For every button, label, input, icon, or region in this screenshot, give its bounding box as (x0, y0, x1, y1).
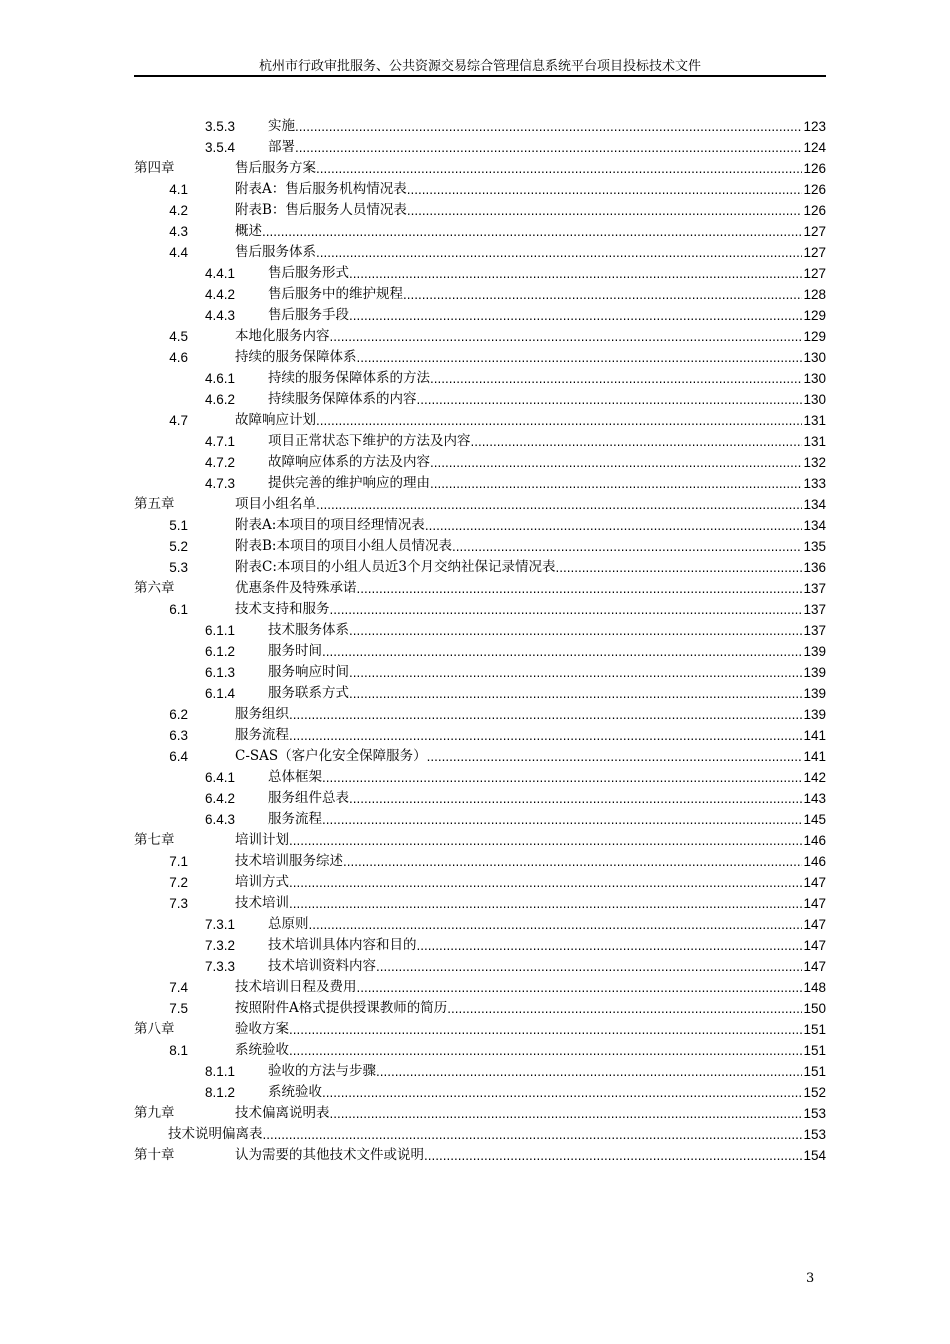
dot-leader (316, 242, 802, 263)
toc-entry[interactable] (134, 746, 826, 767)
dot-leader (289, 893, 802, 914)
toc-entry-number: 第九章 (134, 1105, 175, 1121)
toc-entry-page: 152 (803, 1085, 826, 1100)
toc-entry-title: 技术支持和服务 (235, 601, 330, 617)
toc-entry-title: 系统验收 (268, 1084, 322, 1100)
dot-leader (452, 536, 803, 557)
toc-entry[interactable] (134, 347, 826, 368)
toc-entry[interactable] (134, 158, 826, 179)
toc-entry-title: 验收方案 (235, 1021, 289, 1037)
toc-entry[interactable] (134, 1061, 826, 1082)
toc-entry-page: 141 (803, 749, 826, 764)
toc-entry[interactable] (134, 389, 826, 410)
toc-entry-page: 134 (803, 518, 826, 533)
toc-entry[interactable] (134, 137, 826, 158)
toc-entry[interactable] (134, 956, 826, 977)
toc-entry[interactable] (134, 1040, 826, 1061)
toc-entry-title: 附表C:本项目的小组人员近3个月交纳社保记录情况表 (235, 559, 556, 575)
dot-leader (289, 830, 802, 851)
dot-leader (447, 998, 802, 1019)
toc-entry-page: 129 (803, 329, 826, 344)
toc-entry[interactable] (134, 1082, 826, 1103)
dot-leader (330, 1103, 803, 1124)
toc-entry-page: 134 (803, 497, 826, 512)
toc-entry-title: 售后服务手段 (268, 307, 349, 323)
toc-entry-title: 认为需要的其他技术文件或说明 (235, 1147, 424, 1163)
table-of-contents (134, 116, 826, 1166)
toc-entry[interactable] (134, 494, 826, 515)
toc-entry-title: 实施 (268, 118, 295, 134)
toc-entry-page: 124 (803, 140, 826, 155)
toc-entry[interactable] (134, 473, 826, 494)
toc-entry-title: 技术培训日程及费用 (235, 979, 357, 995)
toc-entry-page: 147 (803, 896, 826, 911)
toc-entry[interactable] (134, 935, 826, 956)
toc-entry[interactable] (134, 788, 826, 809)
toc-entry-page: 131 (803, 413, 826, 428)
toc-entry-page: 139 (803, 665, 826, 680)
toc-entry-number: 第八章 (134, 1021, 175, 1037)
toc-entry[interactable] (134, 1103, 826, 1124)
dot-leader (330, 599, 803, 620)
toc-entry-title: 服务流程 (235, 727, 289, 743)
toc-entry-title: 技术偏离说明表 (235, 1105, 330, 1121)
toc-entry-page: 151 (803, 1043, 826, 1058)
toc-entry-title: 优惠条件及特殊承诺 (235, 580, 357, 596)
toc-entry-page: 136 (803, 560, 826, 575)
dot-leader (289, 1040, 802, 1061)
dot-leader (376, 1061, 802, 1082)
toc-entry-page: 131 (803, 434, 826, 449)
toc-entry-title: 技术服务体系 (268, 622, 349, 638)
dot-leader (330, 326, 803, 347)
toc-entry-page: 127 (803, 266, 826, 281)
toc-entry-number: 6.1.2 (204, 644, 235, 659)
toc-entry-number: 第五章 (134, 496, 175, 512)
toc-entry-title: 售后服务形式 (268, 265, 349, 281)
page-number: 3 (806, 1271, 815, 1286)
dot-leader (417, 935, 803, 956)
toc-entry-title: 附表A:本项目的项目经理情况表 (235, 517, 425, 533)
toc-entry-page: 143 (803, 791, 826, 806)
dot-leader (309, 914, 803, 935)
dot-leader (430, 368, 802, 389)
toc-entry-page: 137 (803, 602, 826, 617)
toc-entry-page: 142 (803, 770, 826, 785)
toc-entry[interactable] (134, 641, 826, 662)
toc-entry-number: 3.5.3 (204, 119, 235, 134)
toc-entry-number: 8.1.2 (204, 1085, 235, 1100)
dot-leader (289, 872, 802, 893)
toc-entry[interactable] (134, 179, 826, 200)
toc-entry-page: 147 (803, 875, 826, 890)
toc-entry-title: 项目小组名单 (235, 496, 316, 512)
dot-leader (430, 473, 802, 494)
toc-entry[interactable] (134, 305, 826, 326)
toc-entry-page: 153 (803, 1127, 826, 1142)
toc-entry-title: 故障响应计划 (235, 412, 316, 428)
dot-leader (316, 494, 802, 515)
toc-entry-page: 135 (803, 539, 826, 554)
dot-leader (289, 1019, 802, 1040)
toc-entry[interactable] (134, 452, 826, 473)
toc-entry-number: 7.1 (169, 854, 188, 869)
toc-entry-number: 7.3 (169, 896, 188, 911)
toc-entry-number: 6.4.2 (204, 791, 235, 806)
toc-entry[interactable] (134, 830, 826, 851)
toc-entry-number: 4.7.3 (204, 476, 235, 491)
dot-leader (555, 557, 802, 578)
toc-entry[interactable] (134, 662, 826, 683)
toc-entry[interactable] (134, 851, 826, 872)
toc-entry-number: 8.1 (169, 1043, 188, 1058)
toc-entry-title: 附表A：售后服务机构情况表 (235, 181, 407, 197)
toc-entry[interactable] (134, 431, 826, 452)
toc-entry-number: 7.2 (169, 875, 188, 890)
dot-leader (403, 284, 802, 305)
toc-entry-title: 技术培训服务综述 (235, 853, 343, 869)
toc-entry-page: 153 (803, 1106, 826, 1121)
toc-entry-page: 130 (803, 371, 826, 386)
toc-entry-number: 5.1 (169, 518, 188, 533)
dot-leader (349, 662, 802, 683)
toc-entry-number: 4.4.2 (204, 287, 235, 302)
toc-entry-title: 附表B:本项目的项目小组人员情况表 (235, 538, 452, 554)
toc-entry-title: 部署 (268, 139, 295, 155)
dot-leader (407, 200, 803, 221)
dot-leader (425, 515, 803, 536)
toc-entry[interactable] (134, 410, 826, 431)
toc-entry-page: 137 (803, 581, 826, 596)
dot-leader (343, 851, 802, 872)
toc-entry-page: 139 (803, 707, 826, 722)
running-header: 杭州市行政审批服务、公共资源交易综合管理信息系统平台项目投标技术文件 (258, 59, 701, 74)
toc-entry-number: 第七章 (134, 832, 175, 848)
toc-entry[interactable] (134, 263, 826, 284)
dot-leader (263, 1124, 803, 1145)
toc-entry-number: 4.4.3 (204, 308, 235, 323)
toc-entry-title: 系统验收 (235, 1042, 289, 1058)
toc-entry-title: 持续服务保障体系的内容 (268, 391, 417, 407)
toc-entry-number: 6.1.4 (204, 686, 235, 701)
toc-entry-number: 第四章 (134, 160, 175, 176)
toc-entry-title: 技术说明偏离表 (168, 1126, 263, 1142)
toc-entry-page: 127 (803, 245, 826, 260)
dot-leader (417, 389, 803, 410)
toc-entry-title: 技术培训资料内容 (268, 958, 376, 974)
toc-entry-number: 6.4 (169, 749, 188, 764)
toc-entry-number: 5.2 (169, 539, 188, 554)
toc-entry-title: 本地化服务内容 (235, 328, 330, 344)
toc-entry-number: 6.3 (169, 728, 188, 743)
dot-leader (322, 641, 802, 662)
toc-entry-number: 8.1.1 (204, 1064, 235, 1079)
dot-leader (424, 1145, 802, 1166)
toc-entry-number: 4.7.2 (204, 455, 235, 470)
dot-leader (357, 347, 803, 368)
toc-entry-number: 5.3 (169, 560, 188, 575)
toc-entry-page: 147 (803, 917, 826, 932)
toc-entry-number: 4.3 (169, 224, 188, 239)
toc-entry[interactable] (134, 578, 826, 599)
toc-entry[interactable] (134, 704, 826, 725)
toc-entry-page: 154 (803, 1148, 826, 1163)
toc-entry-page: 126 (803, 161, 826, 176)
toc-entry[interactable] (134, 599, 826, 620)
toc-entry-number: 第十章 (134, 1147, 175, 1163)
toc-entry-number: 7.3.3 (204, 959, 235, 974)
dot-leader (349, 788, 802, 809)
toc-entry-title: 培训计划 (235, 832, 289, 848)
toc-entry-page: 151 (803, 1064, 826, 1079)
dot-leader (316, 410, 802, 431)
toc-entry-title: 技术培训具体内容和目的 (268, 937, 417, 953)
toc-entry-page: 141 (803, 728, 826, 743)
toc-entry[interactable] (134, 1124, 826, 1145)
toc-entry-page: 130 (803, 392, 826, 407)
toc-entry[interactable] (134, 809, 826, 830)
toc-entry[interactable] (134, 977, 826, 998)
toc-entry[interactable] (134, 200, 826, 221)
toc-entry-title: 服务时间 (268, 643, 322, 659)
toc-entry-number: 6.2 (169, 707, 188, 722)
toc-entry[interactable] (134, 326, 826, 347)
toc-entry-page: 145 (803, 812, 826, 827)
toc-entry-page: 151 (803, 1022, 826, 1037)
dot-leader (349, 620, 802, 641)
toc-entry-title: 持续的服务保障体系的方法 (268, 370, 430, 386)
toc-entry-title: 项目正常状态下维护的方法及内容 (268, 433, 471, 449)
toc-entry-title: 按照附件A格式提供授课教师的简历 (235, 1000, 448, 1016)
dot-leader (316, 158, 802, 179)
dot-leader (407, 179, 803, 200)
toc-entry-title: 服务流程 (268, 811, 322, 827)
toc-entry-title: 概述 (235, 223, 262, 239)
toc-entry-title: 持续的服务保障体系 (235, 349, 357, 365)
toc-entry[interactable] (134, 368, 826, 389)
toc-entry[interactable] (134, 221, 826, 242)
header-rule (134, 75, 826, 77)
toc-entry-title: 服务组件总表 (268, 790, 349, 806)
toc-entry-page: 126 (803, 182, 826, 197)
toc-entry-number: 第六章 (134, 580, 175, 596)
toc-entry-title: 售后服务中的维护规程 (268, 286, 403, 302)
toc-entry-page: 148 (803, 980, 826, 995)
toc-entry-number: 7.3.1 (204, 917, 235, 932)
dot-leader (322, 767, 802, 788)
toc-entry-title: 附表B：售后服务人员情况表 (235, 202, 407, 218)
toc-entry-title: 售后服务方案 (235, 160, 316, 176)
dot-leader (376, 956, 802, 977)
toc-entry-number: 6.1 (169, 602, 188, 617)
toc-entry-title: 总原则 (268, 916, 309, 932)
toc-entry-page: 139 (803, 644, 826, 659)
toc-entry-title: 提供完善的维护响应的理由 (268, 475, 430, 491)
toc-entry[interactable] (134, 998, 826, 1019)
dot-leader (322, 809, 802, 830)
dot-leader (427, 746, 803, 767)
toc-entry-title: 技术培训 (235, 895, 289, 911)
toc-entry-number: 3.5.4 (204, 140, 235, 155)
dot-leader (471, 431, 803, 452)
dot-leader (349, 263, 802, 284)
toc-entry-title: 故障响应体系的方法及内容 (268, 454, 430, 470)
toc-entry-title: 服务联系方式 (268, 685, 349, 701)
toc-entry[interactable] (134, 725, 826, 746)
toc-entry[interactable] (134, 1145, 826, 1166)
toc-entry[interactable] (134, 620, 826, 641)
toc-entry-number: 6.1.3 (204, 665, 235, 680)
toc-entry-title: C-SAS（客户化安全保障服务） (235, 748, 427, 764)
toc-entry[interactable] (134, 767, 826, 788)
dot-leader (295, 137, 802, 158)
toc-entry-page: 139 (803, 686, 826, 701)
toc-entry-number: 4.1 (169, 182, 188, 197)
toc-entry[interactable] (134, 242, 826, 263)
toc-entry[interactable] (134, 872, 826, 893)
toc-entry-number: 7.5 (169, 1001, 188, 1016)
dot-leader (349, 683, 802, 704)
toc-entry[interactable] (134, 515, 826, 536)
dot-leader (295, 116, 802, 137)
toc-entry[interactable] (134, 893, 826, 914)
toc-entry[interactable] (134, 557, 826, 578)
toc-entry-number: 6.4.1 (204, 770, 235, 785)
toc-entry-page: 129 (803, 308, 826, 323)
dot-leader (349, 305, 802, 326)
toc-entry-number: 4.7 (169, 413, 188, 428)
toc-entry-page: 132 (803, 455, 826, 470)
toc-entry[interactable] (134, 683, 826, 704)
toc-entry-number: 4.6 (169, 350, 188, 365)
dot-leader (289, 704, 802, 725)
dot-leader (289, 725, 802, 746)
dot-leader (357, 977, 803, 998)
toc-entry-page: 146 (803, 854, 826, 869)
toc-entry-title: 培训方式 (235, 874, 289, 890)
toc-entry-page: 123 (803, 119, 826, 134)
toc-entry-page: 126 (803, 203, 826, 218)
toc-entry-page: 133 (803, 476, 826, 491)
toc-entry-page: 147 (803, 959, 826, 974)
toc-entry-number: 4.5 (169, 329, 188, 344)
toc-entry-number: 7.3.2 (204, 938, 235, 953)
toc-entry-number: 4.4.1 (204, 266, 235, 281)
toc-entry-title: 总体框架 (268, 769, 322, 785)
dot-leader (262, 221, 802, 242)
toc-entry-number: 4.7.1 (204, 434, 235, 449)
toc-entry-page: 137 (803, 623, 826, 638)
toc-entry-number: 4.6.2 (204, 392, 235, 407)
toc-entry[interactable] (134, 116, 826, 137)
toc-entry-page: 127 (803, 224, 826, 239)
toc-entry-page: 130 (803, 350, 826, 365)
toc-entry-number: 4.6.1 (204, 371, 235, 386)
toc-entry[interactable] (134, 284, 826, 305)
toc-entry-title: 服务响应时间 (268, 664, 349, 680)
toc-entry-number: 6.1.1 (204, 623, 235, 638)
toc-entry-title: 验收的方法与步骤 (268, 1063, 376, 1079)
dot-leader (357, 578, 803, 599)
toc-entry[interactable] (134, 1019, 826, 1040)
toc-entry-page: 147 (803, 938, 826, 953)
toc-entry-number: 4.4 (169, 245, 188, 260)
toc-entry-page: 146 (803, 833, 826, 848)
toc-entry-page: 128 (803, 287, 826, 302)
toc-entry-title: 服务组织 (235, 706, 289, 722)
toc-entry[interactable] (134, 536, 826, 557)
toc-entry-number: 4.2 (169, 203, 188, 218)
dot-leader (430, 452, 802, 473)
toc-entry-number: 6.4.3 (204, 812, 235, 827)
toc-entry-number: 7.4 (169, 980, 188, 995)
toc-entry-page: 150 (803, 1001, 826, 1016)
toc-entry[interactable] (134, 914, 826, 935)
dot-leader (322, 1082, 802, 1103)
toc-entry-title: 售后服务体系 (235, 244, 316, 260)
